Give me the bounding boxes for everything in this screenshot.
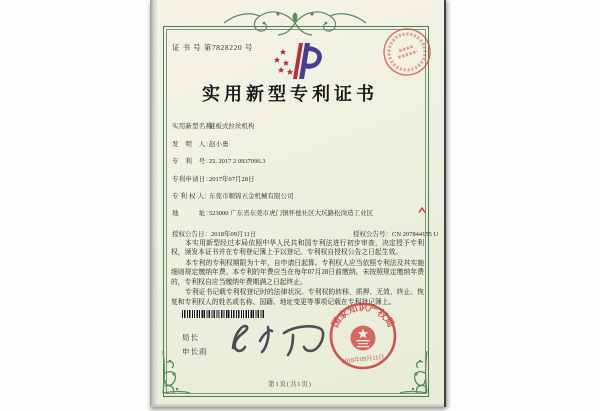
certificate-title: 实用新型专利证书 [202,84,378,104]
field-value: 东莞市顺锦五金机械有限公司 [209,193,294,200]
field-label: 专 利 号： [172,158,213,165]
field-value: 2017年07月28日 [209,176,255,183]
grant-date-label: 授权公告日： [172,231,211,238]
certificate-sheet [150,0,446,407]
certificate-number: 证 书 号 第7828220 号 [172,43,253,52]
field-row-filing-date [172,176,428,185]
legal-paragraph-3: 专利证书记载专利权登记时的法律状况。专利权的转移、质押、无效、终止、恢复和专利权人的姓名或名称、国籍、地址变更等事项记载在专利登记簿上。 [171,289,424,306]
field-label: 实用新型名称： [172,123,219,130]
paper-left-edge-shadow [150,0,158,407]
grant-date-group [172,231,256,238]
field-value: 链板式拉丝机构 [209,123,255,130]
agency-stamp-icon [381,26,433,78]
top-flourish-ornament-icon [220,7,370,39]
officer-role-label: 局长 [182,333,199,342]
field-row-patentee [172,193,428,202]
field-row-inventor [172,141,428,150]
legal-paragraph-1: 本实用新型经过本局依照中华人民共和国专利法进行初步审查，决定授予专利权，颁发本证书并在专利登记簿上予以登记。专利权自授权公告之日起生效。 [171,240,424,257]
field-row-address [172,210,428,219]
field-label: 地 址： [172,210,213,217]
field-label: 专利申请日： [172,176,213,183]
grant-number-value: CN 207844155 U [392,231,439,238]
grant-number-group [353,229,438,238]
field-value: 523000 广东省东莞市虎门镇怀德社区大坑路松岗造工业区 [209,210,374,217]
red-check-mark-icon [418,206,426,214]
field-value: 赵小勇 [209,141,229,148]
grant-date-value: 2018年09月11日 [211,231,257,238]
director-signature [224,317,332,363]
legal-paragraph-2: 本专利的专利权期限为十年，自申请日起算。专利权人应当依照专利法及其实施细则规定缴纳年费。本专利的年费应当在每年07月28日前缴纳。未按照规定缴纳年费的，专利权自应当缴纳年费期满之日起终止。 [171,260,424,286]
field-label: 专 利 权 人： [172,193,211,200]
page-footer: 第1页(共1页) [268,381,312,388]
officer-name-label: 申长雨 [182,347,208,356]
patent-logo-icon [270,43,324,79]
field-label: 发 明 人： [172,141,213,148]
field-value: ZL 2017 2 0937096.3 [209,158,266,165]
field-row-name [172,123,428,132]
grant-number-label: 授权公告号： [353,231,392,238]
legal-text-block [171,239,424,309]
paper-bottom-edge-shadow [150,403,444,407]
field-row-patent-number [172,158,428,167]
grant-row [172,229,439,238]
seal-org-text: 国家知识产权局 [330,303,396,330]
seal-date: 2018年09月11日 [341,353,385,366]
